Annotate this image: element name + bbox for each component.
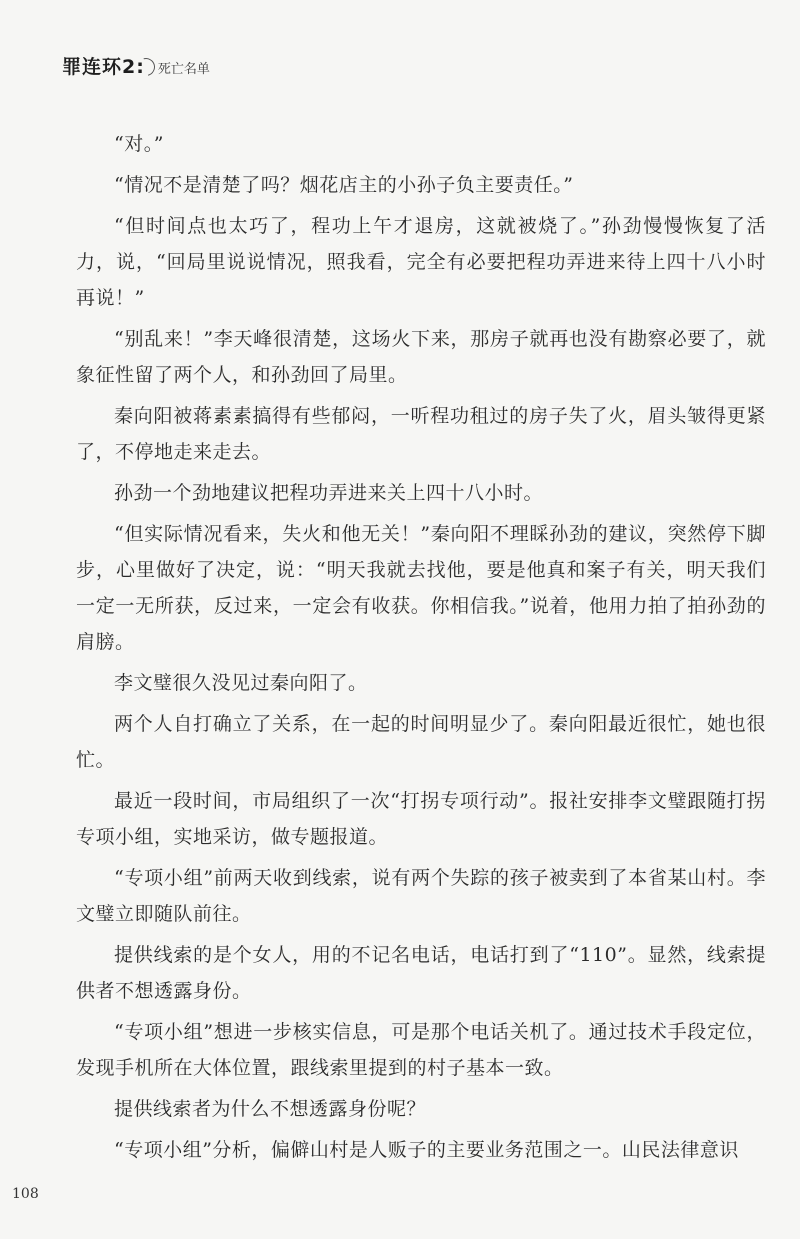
book-subtitle: 死亡名单 xyxy=(157,62,210,77)
paragraph: “专项小组”想进一步核实信息，可是那个电话关机了。通过技术手段定位，发现手机所在大体位置，跟线索里提到的村子基本一致。 xyxy=(76,1021,766,1079)
paragraph: 提供线索者为什么不想透露身份呢？ xyxy=(114,1098,427,1120)
paragraph: 李文璧很久没见过秦向阳了。 xyxy=(114,672,368,694)
paragraph: “对。” xyxy=(114,133,164,155)
paragraph: 最近一段时间，市局组织了一次“打拐专项行动”。报社安排李文璧跟随打拐专项小组，实地采访，做专题报道。 xyxy=(76,790,766,848)
paragraph: 秦向阳被蒋素素搞得有些郁闷，一听程功租过的房子失了火，眉头皱得更紧了，不停地走来走去。 xyxy=(76,405,766,463)
paragraph: 提供线索的是个女人，用的不记名电话，电话打到了“110”。显然，线索提供者不想透露身份。 xyxy=(76,944,766,1002)
paragraph: “专项小组”前两天收到线索，说有两个失踪的孩子被卖到了本省某山村。李文璧立即随队前往。 xyxy=(76,867,766,925)
paragraph: “但实际情况看来，失火和他无关！”秦向阳不理睬孙劲的建议，突然停下脚步，心里做好了决定，说：“明天我就去找他，要是他真和案子有关，明天我们一定一无所获，反过来，一定会有收获。你相信我。”说着，他用力拍了拍孙劲的肩膀。 xyxy=(76,523,766,653)
page-number: 108 xyxy=(12,1186,39,1202)
paragraph: 两个人自打确立了关系，在一起的时间明显少了。秦向阳最近很忙，她也很忙。 xyxy=(76,713,766,771)
paragraph: 孙劲一个劲地建议把程功弄进来关上四十八小时。 xyxy=(114,482,544,504)
paragraph: “但时间点也太巧了，程功上午才退房，这就被烧了。”孙劲慢慢恢复了活力，说，“回局里说说情况，照我看，完全有必要把程功弄进来待上四十八小时再说！” xyxy=(76,215,766,309)
running-header xyxy=(62,52,210,79)
paragraph: “情况不是清楚了吗？烟花店主的小孙子负主要责任。” xyxy=(114,174,574,196)
series-title: 罪连环2: xyxy=(62,56,145,78)
body-text xyxy=(76,126,766,1173)
paragraph: “专项小组”分析，偏僻山村是人贩子的主要业务范围之一。山民法律意识 xyxy=(114,1139,739,1161)
paragraph: “别乱来！”李天峰很清楚，这场火下来，那房子就再也没有勘察必要了，就象征性留了两个人，和孙劲回了局里。 xyxy=(76,328,766,386)
